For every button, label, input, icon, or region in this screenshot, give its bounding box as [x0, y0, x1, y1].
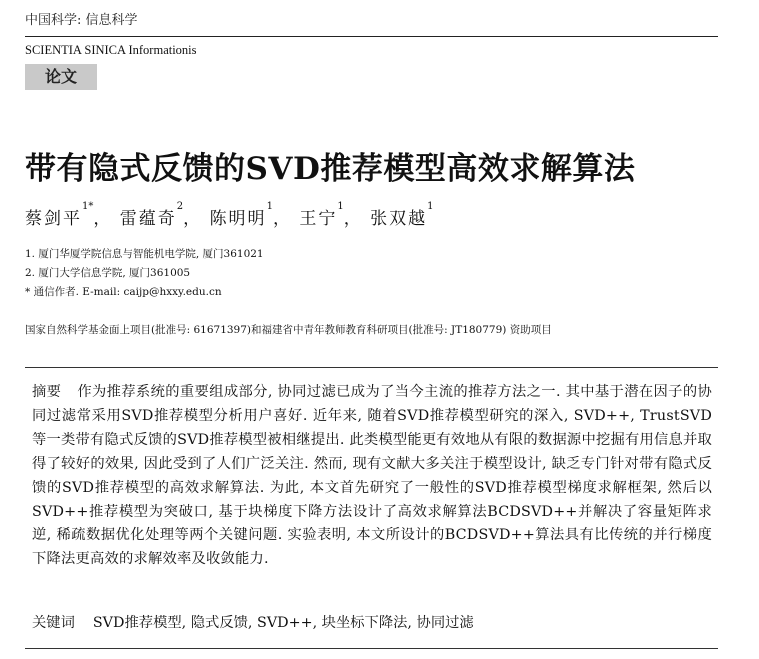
keywords-text: SVD推荐模型, 隐式反馈, SVD++, 块坐标下降法, 协同过滤 [92, 615, 474, 631]
abstract-bottom-rule [25, 648, 718, 649]
abstract-label: 摘要 [32, 384, 62, 400]
author-name: 王宁 [299, 209, 338, 229]
author-name: 陈明明 [209, 209, 267, 229]
paper-title: 带有隐式反馈的SVD推荐模型高效求解算法 [25, 151, 636, 187]
article-type-badge: 论文 [25, 64, 97, 90]
author-affiliation-mark: 1 [427, 201, 434, 212]
keywords-block [32, 612, 474, 632]
author-affiliation-mark: 2 [176, 201, 184, 212]
author-separator: ， [343, 209, 363, 229]
affiliation-line: 1. 厦门华厦学院信息与智能机电学院, 厦门361021 [25, 248, 264, 260]
author-separator: ， [93, 209, 113, 229]
author-affiliation-mark: 1 [337, 201, 344, 212]
abstract-top-rule [25, 367, 718, 368]
corresponding-author-line: * 通信作者. E-mail: caijp@hxxy.edu.cn [25, 286, 222, 298]
author-separator: ， [183, 209, 203, 229]
author-separator: ， [272, 209, 292, 229]
author-affiliation-mark: 1 [266, 201, 273, 212]
author-name: 雷蕴奇 [119, 209, 177, 229]
abstract-text: 作为推荐系统的重要组成部分, 协同过滤已成为了当今主流的推荐方法之一. 其中基于潜在因子的协同过滤常采用SVD推荐模型分析用户喜好. 近年来, 随着SVD推荐模型研究的深入, SVD++, TrustSVD等一类带有隐式反馈的SVD推荐模型被相继提出. 此类模型能更有效地从有限的数据源中挖掘有用信息并取得了较好的效果, 因此受到了人们广泛关注. 然而, 现有文献大多关注于模型设计, 缺乏专门针对带有隐式反馈的SVD推荐模型的高效求解算法. 为此, 本文首先研究了一般性的SVD推荐模型梯度求解框架, 然后以SVD++推荐模型为突破口, 基于块梯度下降方法设计了高效求解算法BCDSVD++并解决了容量矩阵求逆, 稀疏数据优化处理等两个关键问题. 实验表明, 本文所设计的BCDSVD++算法具有比传统的并行梯度下降法更高效的求解效率及收敛能力. [32, 384, 712, 568]
abstract-block [32, 381, 712, 572]
affiliation-line: 2. 厦门大学信息学院, 厦门361005 [25, 267, 191, 279]
journal-name-english: SCIENTIA SINICA Informationis [25, 43, 197, 57]
author-affiliation-mark: 1* [82, 201, 94, 212]
keywords-label: 关键词 [32, 615, 75, 631]
author-name: 张双越 [370, 209, 428, 229]
author-name: 蔡剑平 [25, 209, 82, 229]
journal-name-chinese: 中国科学: 信息科学 [25, 13, 138, 28]
author-list [25, 201, 434, 229]
funding-note: 国家自然科学基金面上项目(批准号: 61671397)和福建省中青年教师教育科研项目(批准号: JT180779) 资助项目 [25, 324, 552, 336]
header-rule [25, 36, 718, 37]
